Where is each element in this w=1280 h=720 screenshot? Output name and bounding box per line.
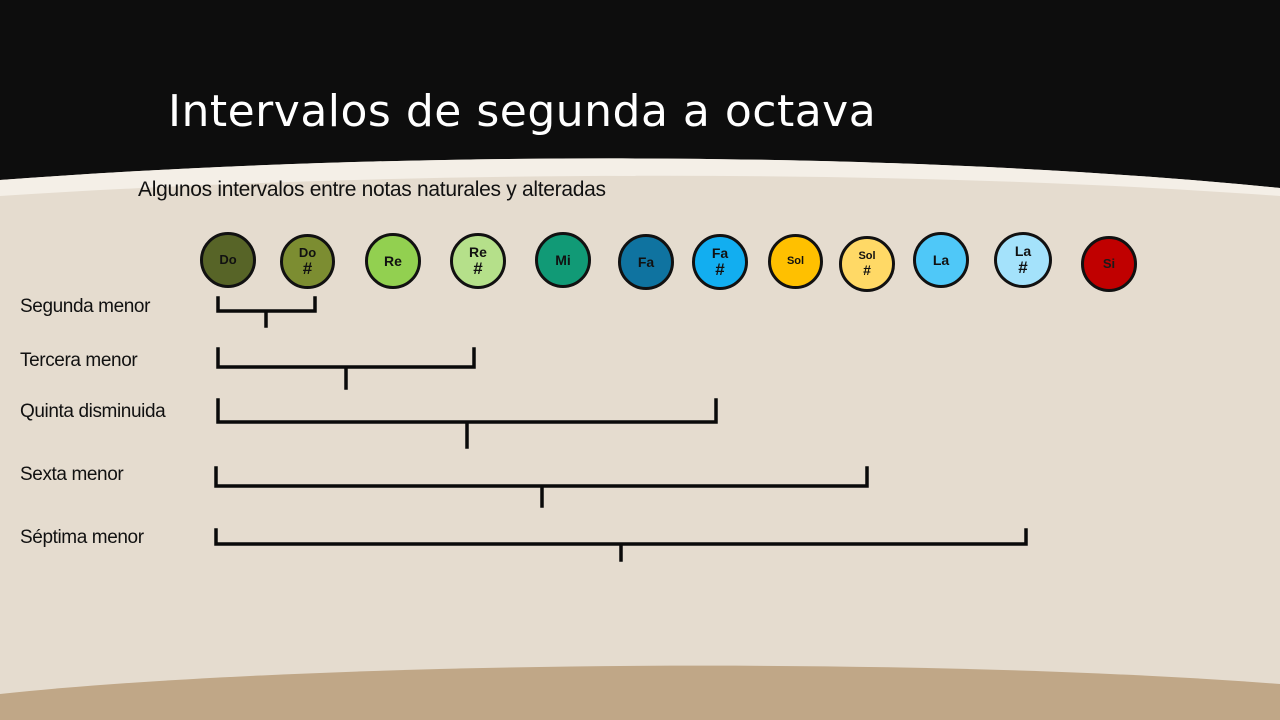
sharp-sign: #: [863, 262, 871, 278]
note-label: Re: [469, 244, 487, 260]
slide-subtitle: Algunos intervalos entre notas naturales y alteradas: [138, 178, 606, 201]
interval-label-septima-menor: Séptima menor: [20, 527, 144, 548]
bracket-sexta-menor: [216, 468, 867, 506]
interval-label-sexta-menor: Sexta menor: [20, 464, 124, 485]
interval-label-quinta-disminuida: Quinta disminuida: [20, 401, 166, 422]
bracket-tercera-menor: [218, 349, 474, 388]
note-label: Do: [219, 252, 237, 267]
bracket-septima-menor: [216, 530, 1026, 560]
sharp-sign: #: [302, 259, 313, 278]
interval-label-tercera-menor: Tercera menor: [20, 350, 138, 371]
note-label: Sol: [786, 254, 805, 267]
note-label: Fa: [711, 245, 729, 261]
note-label: La: [1014, 243, 1032, 259]
sharp-sign: #: [1018, 258, 1028, 277]
note-label: Sol: [858, 250, 876, 262]
note-label: Do: [298, 245, 317, 260]
bracket-quinta-disminuida: [218, 400, 716, 447]
interval-label-segunda-menor: Segunda menor: [20, 296, 151, 317]
note-label: La: [932, 251, 950, 268]
sharp-sign: #: [473, 259, 483, 278]
note-label: Mi: [555, 251, 571, 268]
note-label: Si: [1102, 256, 1116, 271]
note-label: Fa: [637, 253, 655, 270]
sharp-sign: #: [715, 260, 725, 279]
note-label: Re: [384, 252, 402, 269]
bracket-segunda-menor: [218, 298, 315, 326]
slide-title: Intervalos de segunda a octava: [168, 86, 877, 137]
